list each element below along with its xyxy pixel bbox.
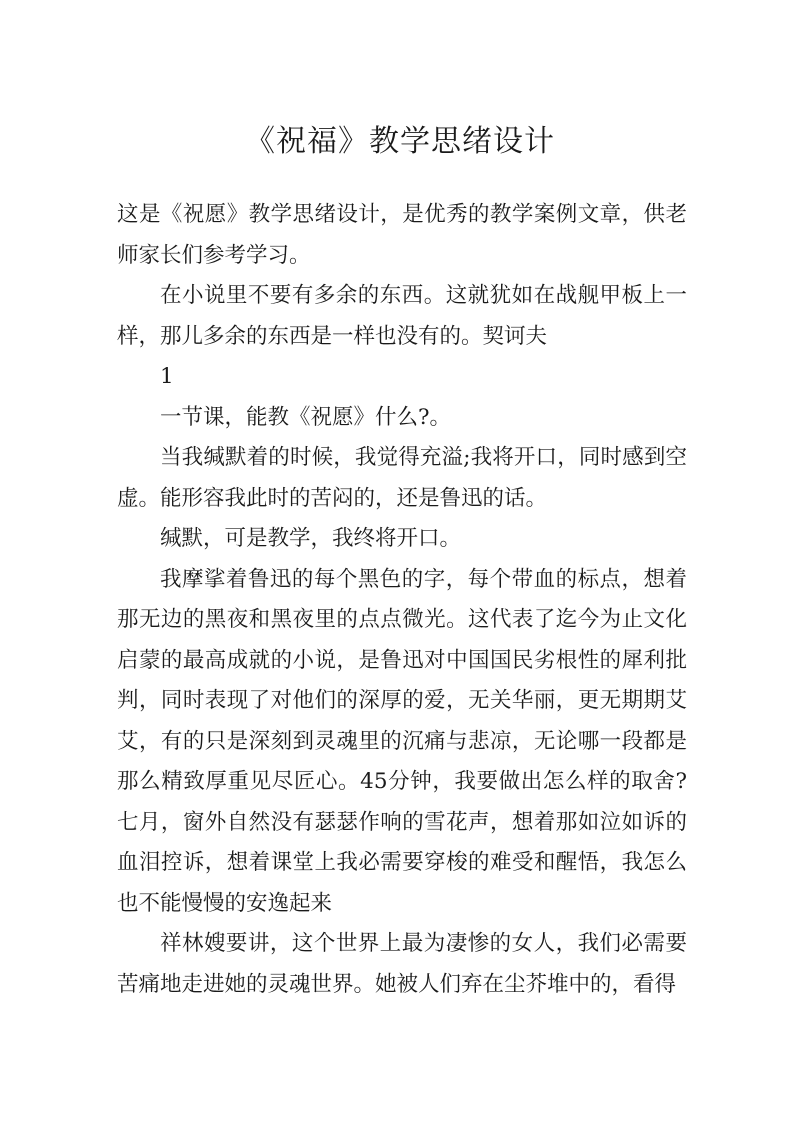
paragraph: 当我缄默着的时候，我觉得充溢;我将开口，同时感到空虚。能形容我此时的苦闷的，还是鲁迅的话。 [117, 445, 687, 511]
paragraph: 祥林嫂要讲，这个世界上最为凄惨的女人，我们必需要苦痛地走进她的灵魂世界。她被人们弃在尘芥堆中的，看得 [117, 931, 687, 997]
paragraph-section-number: 1 [160, 364, 174, 389]
paragraph: 我摩挲着鲁迅的每个黑色的字，每个带血的标点，想着那无边的黑夜和黑夜里的点点微光。这代表了迄今为止文化启蒙的最高成就的小说，是鲁迅对中国国民劣根性的犀利批判，同时表现了对他们的深厚的爱，无关华丽，更无期期艾艾，有的只是深刻到灵魂里的沉痛与悲凉，无论哪一段都是那么精致厚重见尽匠心。45分钟，我要做出怎么样的取舍?七月，窗外自然没有瑟瑟作响的雪花声，想着那如泣如诉的血泪控诉，想着课堂上我必需要穿梭的难受和醒悟，我怎么也不能慢慢的安逸起来 [117, 566, 687, 916]
paragraph: 缄默，可是教学，我终将开口。 [160, 526, 462, 551]
document-body [117, 195, 687, 1005]
paragraph-intro: 这是《祝愿》教学思绪设计，是优秀的教学案例文章，供老师家长们参考学习。 [117, 202, 687, 268]
paragraph-quote: 在小说里不要有多余的东西。这就犹如在战舰甲板上一样，那儿多余的东西是一样也没有的。契诃夫 [117, 283, 687, 349]
paragraph: 一节课，能教《祝愿》什么?。 [160, 404, 452, 430]
document-title: 《祝福》教学思绪设计 [245, 124, 555, 159]
